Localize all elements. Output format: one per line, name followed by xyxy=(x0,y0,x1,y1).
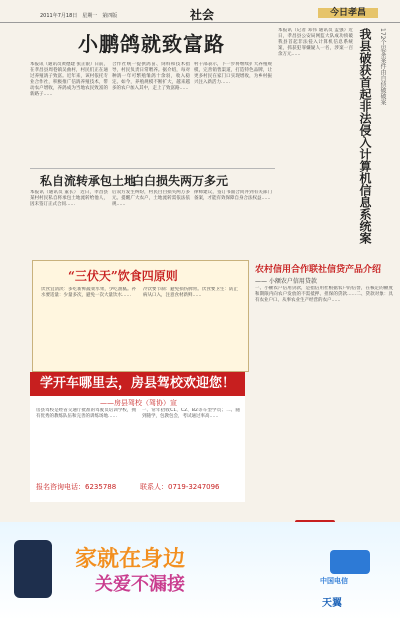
tianyi-product: 天翼 xyxy=(322,598,342,609)
telecom-logo xyxy=(330,550,370,574)
driving-ad-subline: ——房县驾校（驾协）宣 xyxy=(100,399,177,407)
section-divider xyxy=(30,168,275,169)
mid-article-col-2 xyxy=(112,190,190,260)
phone-image xyxy=(14,540,52,598)
rural-credit-title: 农村信用合作联社信贷产品介绍 xyxy=(255,265,382,275)
driving-ad-text-left xyxy=(36,408,136,478)
rural-credit-body xyxy=(255,286,393,511)
right-subhead: 172个思茶案件由自侦破破案 xyxy=(379,28,386,106)
driving-ad-phone-1: 报名咨询电话：6235788 xyxy=(36,483,117,491)
mid-headline-left: 私自流转承包土地 xyxy=(40,174,137,188)
driving-ad-headline: 学开车哪里去，房县驾校欢迎您！ xyxy=(30,372,245,396)
ad-slogan-1: 家就在身边 xyxy=(75,546,186,572)
driving-ad-phone-2: 联系人：0719-3247096 xyxy=(140,483,220,491)
driving-school-ad xyxy=(30,372,245,502)
mid-article-col-1 xyxy=(30,190,108,260)
bottom-ad-banner xyxy=(0,522,400,620)
issue-date: 2011年7月18日 星期一 第四版 xyxy=(40,13,118,19)
right-column-block xyxy=(278,28,393,263)
summer-diet-text-right xyxy=(143,287,238,367)
section-title: 社会 xyxy=(190,8,215,22)
right-headline: 我县破获首起非法侵入计算机信息系统案 xyxy=(358,28,372,244)
ad-slogan-2: 关爱不漏接 xyxy=(95,574,185,595)
summer-diet-box xyxy=(32,260,249,372)
masthead: 今日孝昌 xyxy=(318,8,378,18)
mid-headline-right: 白白损失两万多元 xyxy=(132,174,229,188)
summer-diet-text-left xyxy=(41,287,136,367)
summer-diet-title: “三伏天”饮食四原则 xyxy=(68,269,178,283)
mid-article-col-3 xyxy=(194,190,272,260)
rural-credit-subtitle: —— 小额农户信用贷款 xyxy=(255,278,317,285)
page-header xyxy=(0,0,400,23)
rural-credit-article xyxy=(255,262,395,522)
right-article-text xyxy=(278,28,353,258)
telecom-brand: 中国电信 xyxy=(320,577,348,585)
main-headline: 小鹏鸽就致富路 xyxy=(78,32,225,56)
driving-ad-text-right xyxy=(142,408,240,478)
